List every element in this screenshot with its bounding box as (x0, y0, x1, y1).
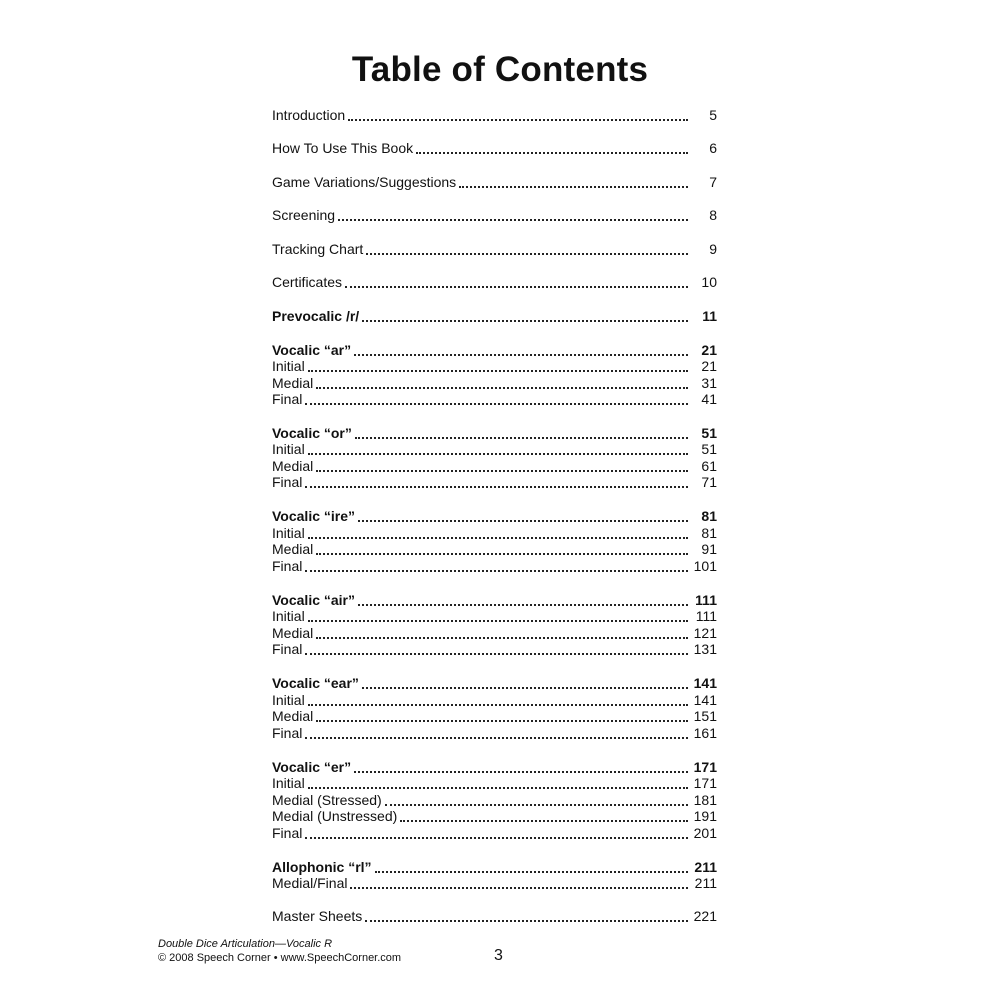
toc-entry (272, 173, 717, 191)
toc-dot-leader (375, 871, 688, 873)
toc-entry-label: Medial (272, 541, 314, 557)
toc-entry (272, 707, 717, 725)
toc-entry-label: Medial (Unstressed) (272, 808, 398, 824)
toc-entry-label: Final (272, 825, 303, 841)
toc-entry-page: 211 (694, 859, 717, 875)
toc-entry-page: 131 (693, 641, 717, 657)
toc-entry-page: 9 (709, 241, 717, 257)
toc-dot-leader (350, 887, 688, 889)
toc-entry-page: 121 (693, 625, 717, 641)
footer-copyright: © 2008 Speech Corner • www.SpeechCorner.com (158, 952, 402, 964)
toc-entry-label: Vocalic “ar” (272, 342, 352, 358)
toc-entry-label: Final (272, 391, 303, 407)
toc-entry-page: 8 (709, 207, 717, 223)
toc-dot-leader (355, 437, 688, 439)
toc-dot-leader (308, 537, 688, 539)
toc-entry-label: Initial (272, 358, 305, 374)
toc-entry-label: Certificates (272, 274, 343, 290)
toc-entry-label: Vocalic “ear” (272, 675, 359, 691)
toc-entry-page: 161 (693, 725, 717, 741)
toc-dot-leader (362, 320, 688, 322)
toc-entry-page: 111 (695, 592, 717, 608)
toc-entry-label: Medial (272, 708, 314, 724)
toc-entry-label: Prevocalic /r/ (272, 308, 360, 324)
toc-entry-page: 101 (693, 558, 717, 574)
toc-entry-page: 7 (709, 174, 717, 190)
toc-entry-label: How To Use This Book (272, 140, 414, 156)
toc-entry-page: 61 (701, 458, 717, 474)
toc-dot-leader (354, 354, 688, 356)
toc-dot-leader (316, 387, 688, 389)
toc-entry-page: 5 (709, 107, 717, 123)
toc-entry (272, 640, 717, 658)
toc-entry-label: Allophonic “rl” (272, 859, 372, 875)
toc-entry (272, 724, 717, 742)
toc-entry-page: 91 (701, 541, 717, 557)
toc-entry-page: 111 (695, 608, 717, 624)
toc-entry (272, 824, 717, 842)
toc-entry-label: Tracking Chart (272, 241, 364, 257)
toc-entry (272, 507, 717, 525)
toc-entry-label: Vocalic “or” (272, 425, 352, 441)
toc-entry-page: 141 (693, 692, 717, 708)
toc-dot-leader (362, 687, 688, 689)
toc-entry-label: Screening (272, 207, 336, 223)
toc-dot-leader (316, 720, 688, 722)
toc-entry-label: Vocalic “ire” (272, 508, 356, 524)
toc-entry-page: 151 (693, 708, 717, 724)
toc-entry-page: 171 (693, 775, 717, 791)
toc-entry-label: Initial (272, 608, 305, 624)
toc-dot-leader (316, 553, 688, 555)
toc-entry-label: Game Variations/Suggestions (272, 174, 457, 190)
toc-dot-leader (316, 637, 688, 639)
toc-entry-label: Vocalic “er” (272, 759, 352, 775)
toc-entry-label: Initial (272, 525, 305, 541)
toc-dot-leader (354, 771, 688, 773)
toc-entry (272, 874, 717, 892)
toc-entry-page: 201 (693, 825, 717, 841)
toc-dot-leader (305, 403, 688, 405)
toc-entry-label: Final (272, 725, 303, 741)
toc-entry-label: Introduction (272, 107, 346, 123)
toc-entry-page: 10 (701, 274, 717, 290)
toc-entry-label: Medial (272, 375, 314, 391)
toc-dot-leader (385, 804, 688, 806)
toc-dot-leader (308, 787, 688, 789)
toc-dot-leader (305, 837, 688, 839)
toc-entry-page: 6 (709, 140, 717, 156)
toc-entry-page: 21 (701, 342, 717, 358)
toc-dot-leader (305, 570, 688, 572)
toc-entry (272, 273, 717, 291)
toc-entry-page: 221 (693, 908, 717, 924)
toc-entry-page: 81 (701, 508, 717, 524)
toc-entry-label: Final (272, 474, 303, 490)
toc-entry-label: Medial (Stressed) (272, 792, 382, 808)
toc-entry-page: 41 (701, 391, 717, 407)
toc-entry (272, 106, 717, 124)
toc-entry-page: 191 (693, 808, 717, 824)
toc-dot-leader (305, 737, 688, 739)
toc-entry-page: 51 (701, 441, 717, 457)
toc-entry (272, 774, 717, 792)
toc-entry-label: Initial (272, 775, 305, 791)
toc-dot-leader (358, 604, 688, 606)
toc-entry-page: 171 (693, 759, 717, 775)
page-title: Table of Contents (351, 50, 649, 89)
toc-entry-label: Medial (272, 458, 314, 474)
toc-entry (272, 473, 717, 491)
toc-entry-page: 81 (701, 525, 717, 541)
toc-entry-label: Final (272, 641, 303, 657)
toc-entry-label: Initial (272, 692, 305, 708)
toc-entry-page: 211 (694, 875, 717, 891)
toc-entry-page: 141 (693, 675, 717, 691)
footer-series: Double Dice Articulation—Vocalic R (158, 938, 333, 950)
toc-dot-leader (308, 370, 688, 372)
toc-dot-leader (366, 253, 688, 255)
toc-dot-leader (365, 920, 688, 922)
toc-entry (272, 607, 717, 625)
toc-entry-label: Initial (272, 441, 305, 457)
toc-entry (272, 206, 717, 224)
toc-entry (272, 907, 717, 925)
toc-entry-page: 71 (701, 474, 717, 490)
toc-dot-leader (308, 704, 688, 706)
toc-dot-leader (348, 119, 688, 121)
toc-entry (272, 139, 717, 157)
toc-entry (272, 807, 717, 825)
toc-dot-leader (459, 186, 688, 188)
toc-dot-leader (416, 152, 688, 154)
toc-entry-label: Medial (272, 625, 314, 641)
toc-entry-label: Medial/Final (272, 875, 348, 891)
toc-dot-leader (305, 486, 688, 488)
toc-dot-leader (308, 453, 688, 455)
toc-entry-page: 31 (701, 375, 717, 391)
toc-entry (272, 440, 717, 458)
toc-entry (272, 674, 717, 692)
table-of-contents (272, 0, 717, 1000)
toc-dot-leader (400, 820, 688, 822)
toc-entry (272, 307, 717, 325)
toc-entry-label: Final (272, 558, 303, 574)
toc-dot-leader (338, 219, 688, 221)
toc-entry (272, 557, 717, 575)
toc-entry-label: Vocalic “air” (272, 592, 356, 608)
toc-dot-leader (358, 520, 688, 522)
toc-entry-page: 11 (702, 308, 717, 324)
toc-dot-leader (305, 653, 688, 655)
toc-dot-leader (345, 286, 688, 288)
toc-entry-page: 181 (693, 792, 717, 808)
toc-dot-leader (308, 620, 688, 622)
toc-entry (272, 540, 717, 558)
toc-entry (272, 357, 717, 375)
toc-entry-page: 21 (701, 358, 717, 374)
toc-entry (272, 390, 717, 408)
toc-entry-page: 51 (701, 425, 717, 441)
toc-entry-label: Master Sheets (272, 908, 363, 924)
toc-dot-leader (316, 470, 688, 472)
footer (158, 937, 401, 965)
toc-entry (272, 240, 717, 258)
page-number: 3 (494, 947, 503, 964)
